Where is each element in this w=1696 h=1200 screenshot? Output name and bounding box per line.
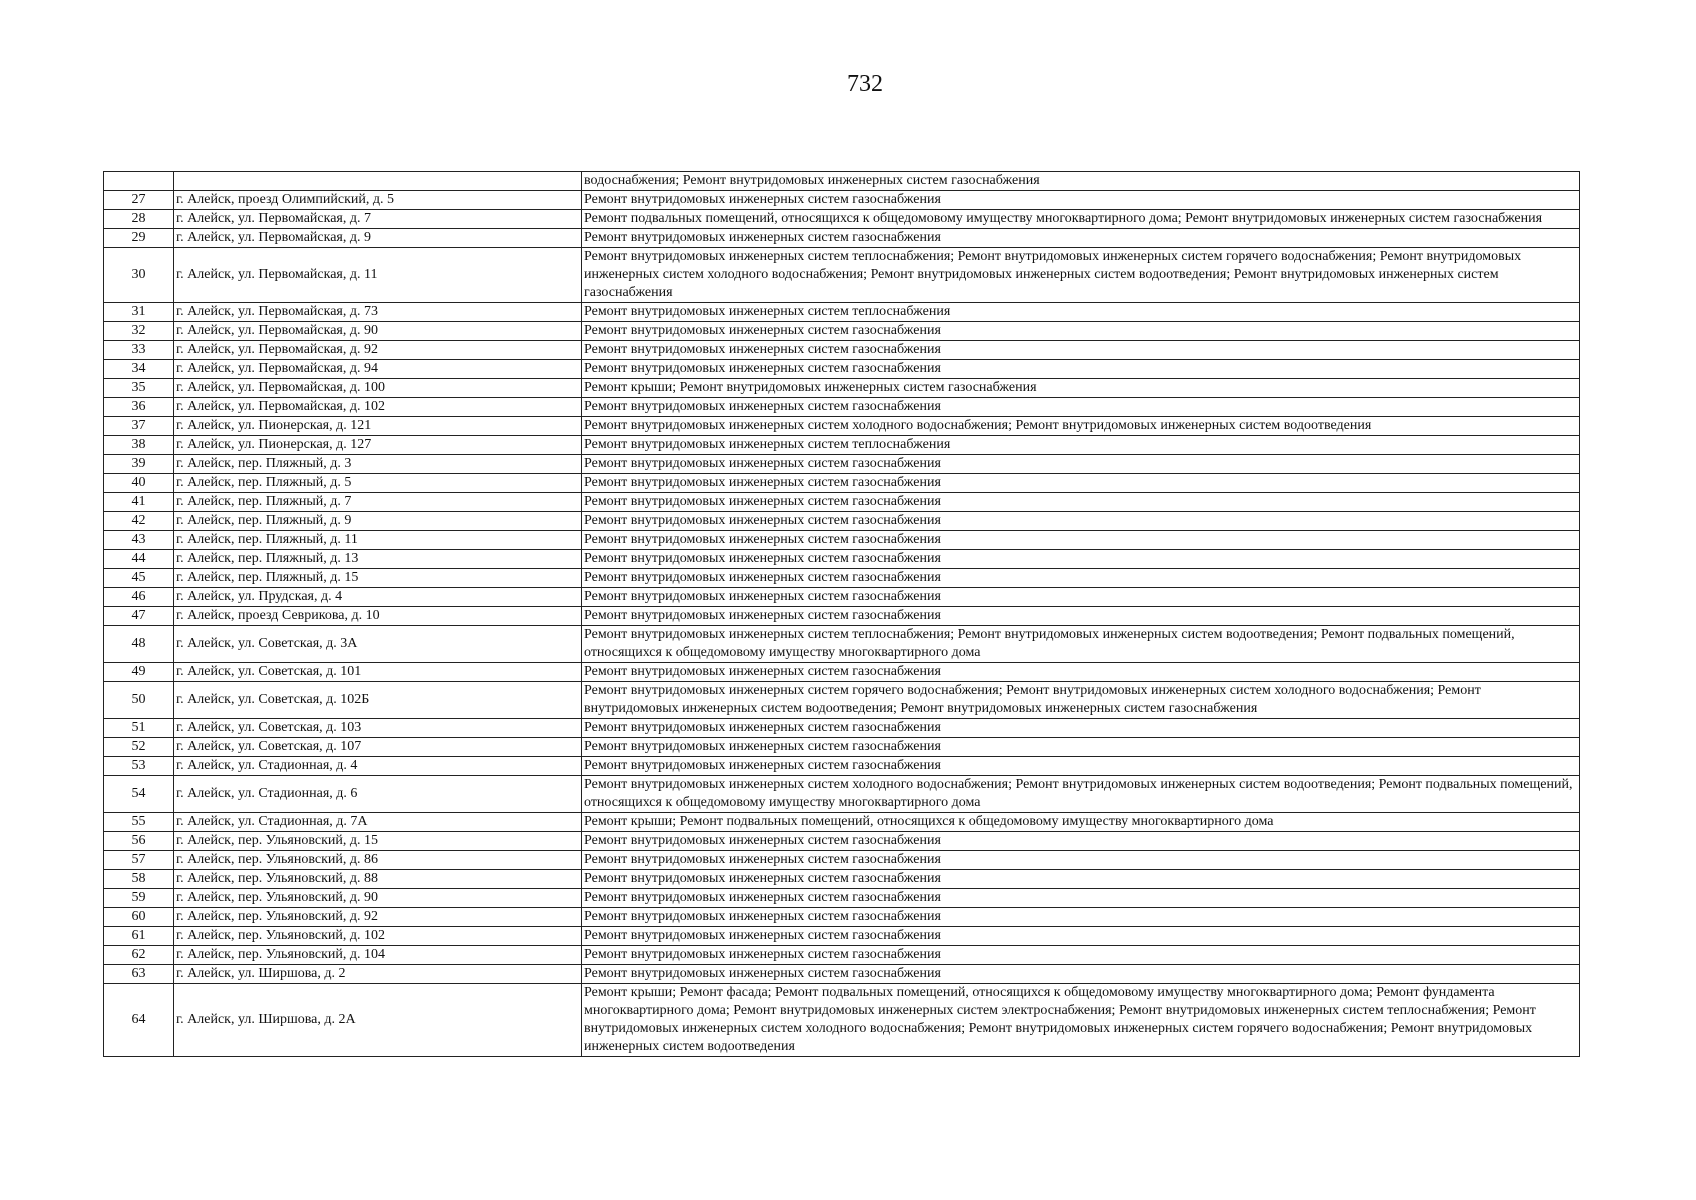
row-number: 32 [104,322,174,341]
table-row [104,965,1580,984]
row-number: 39 [104,455,174,474]
table-row [104,569,1580,588]
row-address: г. Алейск, ул. Ширшова, д. 2А [174,984,582,1057]
row-address: г. Алейск, ул. Ширшова, д. 2 [174,965,582,984]
row-works: Ремонт внутридомовых инженерных систем газоснабжения [582,229,1580,248]
table-row [104,719,1580,738]
table-row [104,946,1580,965]
row-number: 53 [104,757,174,776]
table-row [104,191,1580,210]
row-address: г. Алейск, ул. Стадионная, д. 7А [174,813,582,832]
row-works: Ремонт внутридомовых инженерных систем теплоснабжения; Ремонт внутридомовых инженерных систем горячего водоснабжения; Ремонт внутридомовых инженерных систем холодного водоснабжения; Ремонт внутридомовых инженерных систем водоотведения; Ремонт внутридомовых инженерных систем газоснабжения [582,248,1580,303]
row-address: г. Алейск, пер. Пляжный, д. 3 [174,455,582,474]
table-row [104,889,1580,908]
row-works: Ремонт внутридомовых инженерных систем газоснабжения [582,569,1580,588]
row-works: Ремонт крыши; Ремонт внутридомовых инженерных систем газоснабжения [582,379,1580,398]
row-address: г. Алейск, пер. Ульяновский, д. 104 [174,946,582,965]
row-address: г. Алейск, пер. Пляжный, д. 7 [174,493,582,512]
row-works: Ремонт внутридомовых инженерных систем теплоснабжения [582,436,1580,455]
row-number: 58 [104,870,174,889]
row-works: Ремонт внутридомовых инженерных систем газоснабжения [582,946,1580,965]
row-number: 34 [104,360,174,379]
houses-repair-table [103,171,1580,1057]
row-number: 43 [104,531,174,550]
row-number: 61 [104,927,174,946]
row-works: Ремонт подвальных помещений, относящихся к общедомовому имуществу многоквартирного дома; Ремонт внутридомовых инженерных систем газоснабжения [582,210,1580,229]
table-row [104,436,1580,455]
row-works: Ремонт внутридомовых инженерных систем газоснабжения [582,512,1580,531]
row-works: Ремонт внутридомовых инженерных систем газоснабжения [582,663,1580,682]
row-address: г. Алейск, ул. Пионерская, д. 121 [174,417,582,436]
row-address: г. Алейск, ул. Стадионная, д. 4 [174,757,582,776]
row-address: г. Алейск, ул. Первомайская, д. 100 [174,379,582,398]
table-row [104,455,1580,474]
row-address: г. Алейск, ул. Советская, д. 102Б [174,682,582,719]
row-address: г. Алейск, пер. Ульяновский, д. 86 [174,851,582,870]
row-works: Ремонт внутридомовых инженерных систем газоснабжения [582,870,1580,889]
row-number: 37 [104,417,174,436]
row-address: г. Алейск, ул. Первомайская, д. 94 [174,360,582,379]
row-number: 33 [104,341,174,360]
row-address: г. Алейск, ул. Советская, д. 3А [174,626,582,663]
table-row [104,248,1580,303]
row-number: 47 [104,607,174,626]
row-works: Ремонт крыши; Ремонт фасада; Ремонт подвальных помещений, относящихся к общедомовому имуществу многоквартирного дома; Ремонт фундамента многоквартирного дома; Ремонт внутридомовых инженерных систем электроснабжения; Ремонт внутридомовых инженерных систем теплоснабжения; Ремонт внутридомовых инженерных систем холодного водоснабжения; Ремонт внутридомовых инженерных систем горячего водоснабжения; Ремонт внутридомовых инженерных систем водоотведения [582,984,1580,1057]
table-row [104,776,1580,813]
table-row [104,210,1580,229]
row-address: г. Алейск, пер. Ульяновский, д. 102 [174,927,582,946]
table-row [104,322,1580,341]
row-works: Ремонт внутридомовых инженерных систем газоснабжения [582,455,1580,474]
row-address: г. Алейск, пер. Ульяновский, д. 92 [174,908,582,927]
row-number: 54 [104,776,174,813]
row-number: 63 [104,965,174,984]
row-address: г. Алейск, ул. Прудская, д. 4 [174,588,582,607]
row-works: Ремонт внутридомовых инженерных систем газоснабжения [582,360,1580,379]
row-works: Ремонт внутридомовых инженерных систем газоснабжения [582,550,1580,569]
table-row [104,493,1580,512]
row-works: Ремонт внутридомовых инженерных систем теплоснабжения [582,303,1580,322]
row-works: Ремонт внутридомовых инженерных систем газоснабжения [582,757,1580,776]
row-address: г. Алейск, ул. Первомайская, д. 7 [174,210,582,229]
row-works: Ремонт внутридомовых инженерных систем газоснабжения [582,398,1580,417]
row-number: 44 [104,550,174,569]
row-address: г. Алейск, проезд Севрикова, д. 10 [174,607,582,626]
row-number: 50 [104,682,174,719]
row-number: 62 [104,946,174,965]
row-address: г. Алейск, ул. Первомайская, д. 92 [174,341,582,360]
row-address: г. Алейск, ул. Первомайская, д. 9 [174,229,582,248]
table-row [104,832,1580,851]
table-row [104,663,1580,682]
table-row [104,984,1580,1057]
row-works: Ремонт внутридомовых инженерных систем газоснабжения [582,341,1580,360]
table-row [104,738,1580,757]
row-address: г. Алейск, пер. Ульяновский, д. 15 [174,832,582,851]
table-row [104,303,1580,322]
row-number: 38 [104,436,174,455]
row-number: 45 [104,569,174,588]
row-address: г. Алейск, пер. Ульяновский, д. 90 [174,889,582,908]
row-works: Ремонт внутридомовых инженерных систем газоснабжения [582,531,1580,550]
row-address [174,172,582,191]
table-row [104,417,1580,436]
row-address: г. Алейск, ул. Первомайская, д. 11 [174,248,582,303]
table-row [104,682,1580,719]
row-works: Ремонт внутридомовых инженерных систем газоснабжения [582,851,1580,870]
row-number: 29 [104,229,174,248]
row-address: г. Алейск, ул. Советская, д. 101 [174,663,582,682]
row-address: г. Алейск, пер. Пляжный, д. 9 [174,512,582,531]
table-row [104,360,1580,379]
row-address: г. Алейск, пер. Пляжный, д. 15 [174,569,582,588]
row-works: Ремонт внутридомовых инженерных систем газоснабжения [582,588,1580,607]
row-works: Ремонт крыши; Ремонт подвальных помещений, относящихся к общедомовому имуществу многоквартирного дома [582,813,1580,832]
row-works: водоснабжения; Ремонт внутридомовых инженерных систем газоснабжения [582,172,1580,191]
row-number: 30 [104,248,174,303]
table-row [104,870,1580,889]
table-row [104,550,1580,569]
row-number: 35 [104,379,174,398]
table-row [104,588,1580,607]
row-address: г. Алейск, ул. Стадионная, д. 6 [174,776,582,813]
table-row [104,341,1580,360]
row-works: Ремонт внутридомовых инженерных систем холодного водоснабжения; Ремонт внутридомовых инженерных систем водоотведения; Ремонт подвальных помещений, относящихся к общедомовому имуществу многоквартирного дома [582,776,1580,813]
row-works: Ремонт внутридомовых инженерных систем газоснабжения [582,927,1580,946]
row-number: 60 [104,908,174,927]
row-address: г. Алейск, пер. Ульяновский, д. 88 [174,870,582,889]
row-number: 36 [104,398,174,417]
table-row [104,398,1580,417]
row-works: Ремонт внутридомовых инженерных систем газоснабжения [582,832,1580,851]
table-row [104,531,1580,550]
row-address: г. Алейск, пер. Пляжный, д. 5 [174,474,582,493]
row-address: г. Алейск, пер. Пляжный, д. 13 [174,550,582,569]
table-row [104,379,1580,398]
table-row-continuation [104,172,1580,191]
table-row [104,813,1580,832]
table-body [104,172,1580,1057]
row-works: Ремонт внутридомовых инженерных систем газоснабжения [582,908,1580,927]
row-works: Ремонт внутридомовых инженерных систем газоснабжения [582,607,1580,626]
row-number [104,172,174,191]
table-row [104,626,1580,663]
row-address: г. Алейск, ул. Пионерская, д. 127 [174,436,582,455]
row-number: 27 [104,191,174,210]
table-row [104,908,1580,927]
table-row [104,229,1580,248]
row-number: 49 [104,663,174,682]
row-number: 56 [104,832,174,851]
row-number: 40 [104,474,174,493]
row-works: Ремонт внутридомовых инженерных систем газоснабжения [582,474,1580,493]
row-address: г. Алейск, проезд Олимпийский, д. 5 [174,191,582,210]
row-works: Ремонт внутридомовых инженерных систем теплоснабжения; Ремонт внутридомовых инженерных систем водоотведения; Ремонт подвальных помещений, относящихся к общедомовому имуществу многоквартирного дома [582,626,1580,663]
row-address: г. Алейск, ул. Первомайская, д. 73 [174,303,582,322]
row-number: 59 [104,889,174,908]
table-row [104,757,1580,776]
row-number: 55 [104,813,174,832]
row-address: г. Алейск, ул. Советская, д. 107 [174,738,582,757]
row-address: г. Алейск, пер. Пляжный, д. 11 [174,531,582,550]
page-number: 732 [847,71,883,97]
table-row [104,851,1580,870]
row-number: 42 [104,512,174,531]
row-address: г. Алейск, ул. Первомайская, д. 102 [174,398,582,417]
row-works: Ремонт внутридомовых инженерных систем газоснабжения [582,493,1580,512]
row-number: 41 [104,493,174,512]
row-works: Ремонт внутридомовых инженерных систем газоснабжения [582,719,1580,738]
row-address: г. Алейск, ул. Первомайская, д. 90 [174,322,582,341]
row-number: 57 [104,851,174,870]
row-number: 31 [104,303,174,322]
row-address: г. Алейск, ул. Советская, д. 103 [174,719,582,738]
table-row [104,512,1580,531]
table-row [104,474,1580,493]
row-number: 64 [104,984,174,1057]
row-number: 48 [104,626,174,663]
row-number: 52 [104,738,174,757]
row-number: 46 [104,588,174,607]
row-works: Ремонт внутридомовых инженерных систем газоснабжения [582,738,1580,757]
row-number: 51 [104,719,174,738]
row-number: 28 [104,210,174,229]
row-works: Ремонт внутридомовых инженерных систем газоснабжения [582,191,1580,210]
row-works: Ремонт внутридомовых инженерных систем горячего водоснабжения; Ремонт внутридомовых инженерных систем холодного водоснабжения; Ремонт внутридомовых инженерных систем водоотведения; Ремонт внутридомовых инженерных систем газоснабжения [582,682,1580,719]
row-works: Ремонт внутридомовых инженерных систем газоснабжения [582,322,1580,341]
row-works: Ремонт внутридомовых инженерных систем газоснабжения [582,965,1580,984]
row-works: Ремонт внутридомовых инженерных систем холодного водоснабжения; Ремонт внутридомовых инженерных систем водоотведения [582,417,1580,436]
table-row [104,607,1580,626]
table-row [104,927,1580,946]
row-works: Ремонт внутридомовых инженерных систем газоснабжения [582,889,1580,908]
